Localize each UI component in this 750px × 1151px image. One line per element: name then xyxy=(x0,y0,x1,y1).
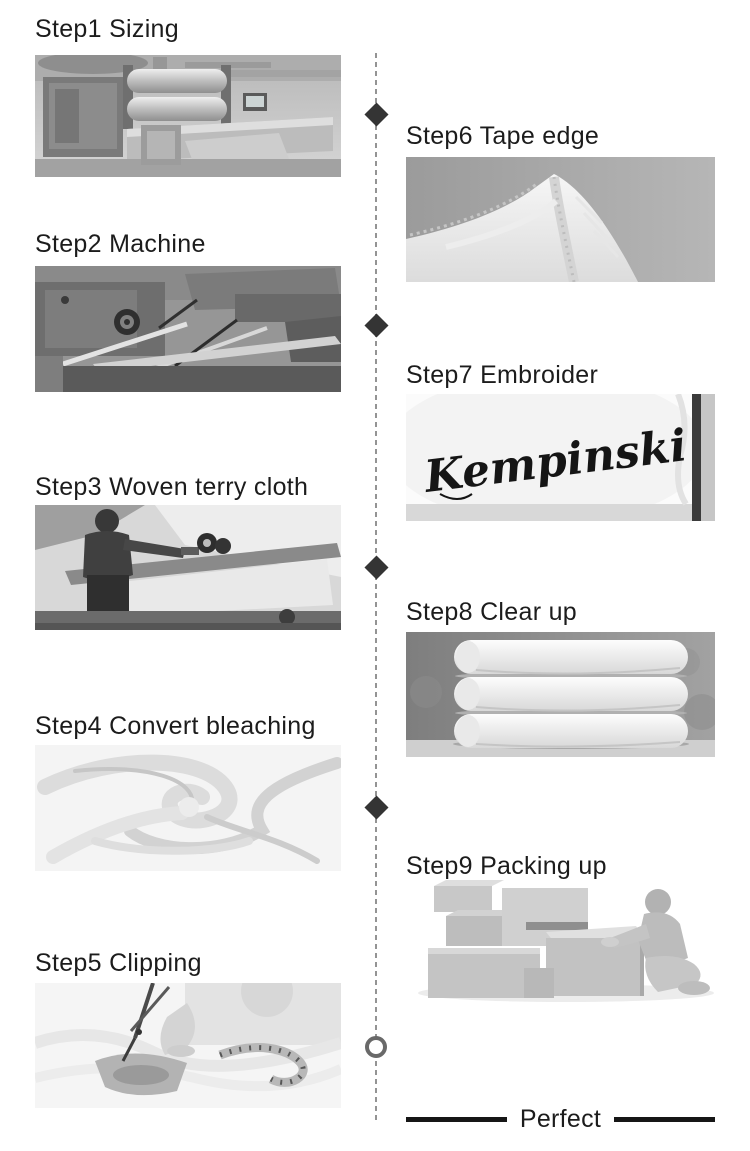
diamond-marker-icon xyxy=(364,795,388,819)
step-section-3 xyxy=(35,472,341,630)
diamond-marker-icon xyxy=(364,102,388,126)
step-section-6 xyxy=(406,121,715,282)
footer-perfect xyxy=(406,1103,715,1135)
step-section-8 xyxy=(406,597,715,757)
scissors-cutting-fabric-photo xyxy=(35,983,341,1108)
step-title: Step4 Convert bleaching xyxy=(35,712,316,740)
step-section-1 xyxy=(35,14,341,177)
footer-label: Perfect xyxy=(519,1104,602,1133)
embroidery-text: Kempinski xyxy=(421,420,690,503)
weaving-machine-closeup-photo xyxy=(35,266,341,392)
step-title: Step9 Packing up xyxy=(406,852,607,880)
step-section-4 xyxy=(35,711,341,871)
footer-line-left xyxy=(406,1117,507,1122)
dashed-timeline xyxy=(375,53,377,1123)
step-section-2 xyxy=(35,229,341,392)
step-title: Step1 Sizing xyxy=(35,15,179,43)
sizing-factory-machine-photo xyxy=(35,55,341,177)
step-title: Step8 Clear up xyxy=(406,598,577,626)
circle-marker-icon xyxy=(365,1036,387,1058)
embroidered-towel-photo xyxy=(406,394,715,521)
step-title: Step7 Embroider xyxy=(406,361,599,389)
white-fabric-swirl-photo xyxy=(35,745,341,871)
step-title: Step6 Tape edge xyxy=(406,122,600,150)
step-title: Step3 Woven terry cloth xyxy=(35,473,309,501)
diamond-marker-icon xyxy=(364,313,388,337)
footer-line-right xyxy=(614,1117,715,1122)
step-title: Step5 Clipping xyxy=(35,949,202,977)
step-section-9 xyxy=(406,851,715,1004)
worker-at-loom-photo xyxy=(35,505,341,630)
step-section-5 xyxy=(35,948,341,1108)
packing-boxes-photo xyxy=(406,880,715,1004)
step-section-7 xyxy=(406,360,715,521)
towel-edge-closeup-photo xyxy=(406,157,715,282)
folded-towel-stack-photo xyxy=(406,632,715,757)
step-title: Step2 Machine xyxy=(35,230,206,258)
diamond-marker-icon xyxy=(364,555,388,579)
